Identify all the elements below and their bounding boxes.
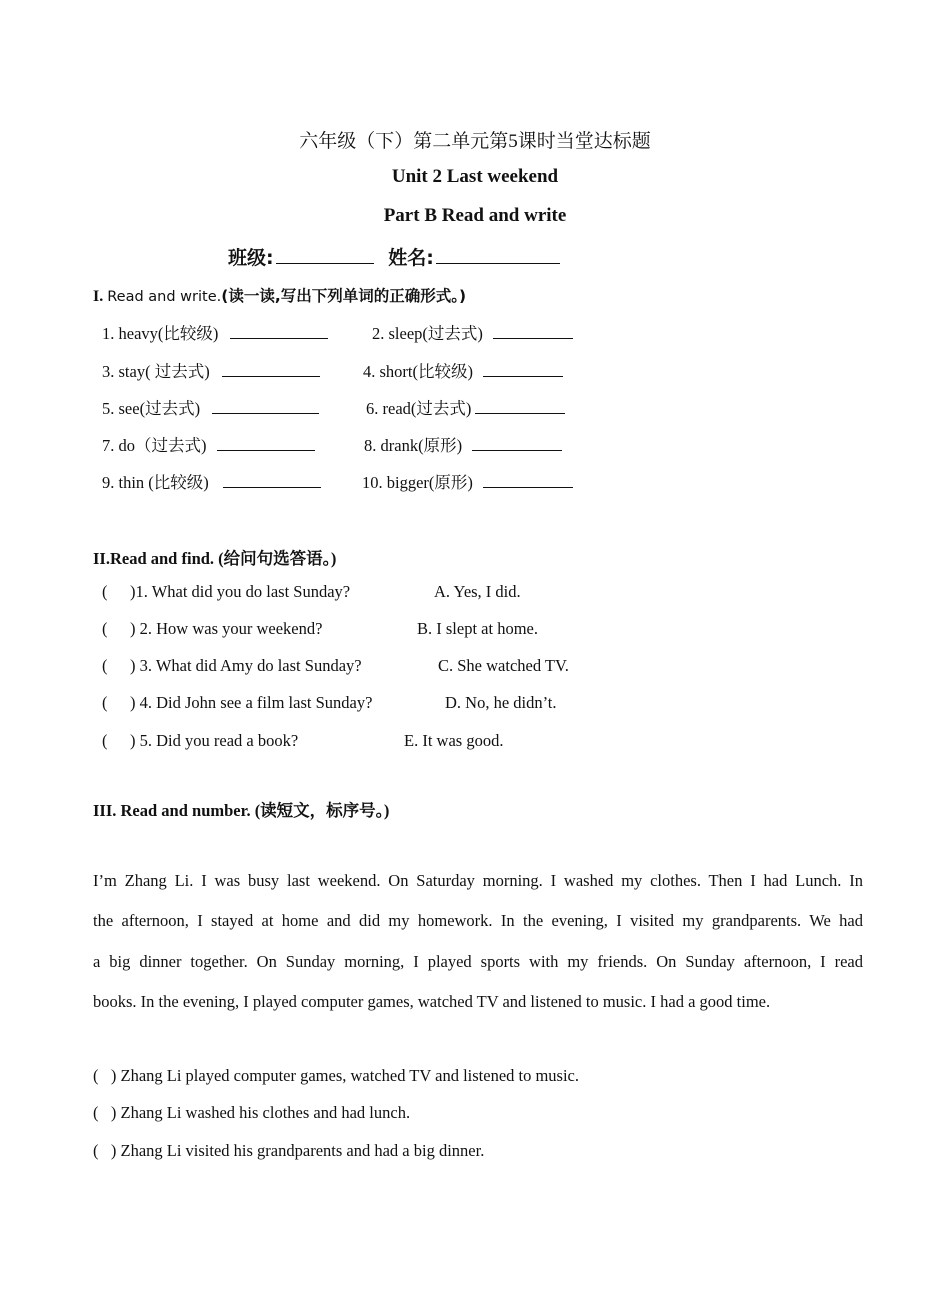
word-item: 10. bigger(原形) (362, 469, 573, 493)
section-1-heading (93, 284, 466, 306)
answer-blank[interactable] (222, 362, 320, 377)
statement-item[interactable]: ( ) Zhang Li played computer games, watched TV and listened to music. (93, 1066, 580, 1085)
question-text: )1. What did you do last Sunday? (130, 582, 351, 601)
statement-item[interactable]: ( ) Zhang Li washed his clothes and had lunch. (93, 1103, 411, 1122)
answer-option: A. Yes, I did. (434, 582, 521, 601)
answer-option: E. It was good. (404, 731, 504, 750)
unit-title: Unit 2 Last weekend (391, 166, 559, 187)
question-text: ) 3. What did Amy do last Sunday? (130, 656, 362, 675)
answer-blank[interactable] (483, 473, 573, 488)
section-2-heading: II.Read and find. (给问句选答语。) (93, 549, 337, 568)
passage-line: a big dinner together. On Sunday morning, I played sports with my friends. On Sunday afternoon, I read (93, 951, 863, 971)
class-label: 班级: (228, 247, 274, 269)
answer-blank[interactable] (230, 324, 328, 339)
word-item: 1. heavy(比较级) (102, 320, 328, 344)
class-name-line (228, 243, 560, 270)
name-blank[interactable] (436, 249, 560, 264)
question-text: ) 4. Did John see a film last Sunday? (130, 693, 373, 712)
answer-option: C. She watched TV. (438, 656, 569, 675)
passage-line: the afternoon, I stayed at home and did my homework. In the evening, I visited my grandparents. We had (93, 911, 863, 931)
question-bracket[interactable]: ( (102, 731, 108, 750)
passage-line: I’m Zhang Li. I was busy last weekend. On Saturday morning. I washed my clothes. Then I had Lunch. In (93, 871, 863, 890)
question-text: ) 5. Did you read a book? (130, 731, 299, 750)
section-1-heading-en: Read and write. (107, 289, 222, 305)
answer-blank[interactable] (472, 436, 562, 451)
section-1-roman: I. (93, 288, 104, 305)
class-blank[interactable] (276, 249, 374, 264)
answer-blank[interactable] (493, 324, 573, 339)
name-label: 姓名: (388, 247, 434, 269)
question-bracket[interactable]: ( (102, 619, 108, 638)
word-item: 8. drank(原形) (364, 432, 562, 456)
word-item: 3. stay( 过去式) (102, 358, 320, 382)
statement-item[interactable]: ( ) Zhang Li visited his grandparents and had a big dinner. (93, 1141, 485, 1160)
word-item: 9. thin (比较级) (102, 469, 321, 493)
worksheet-title-chinese: 六年级（下）第二单元第5课时当堂达标题 (299, 131, 651, 152)
answer-blank[interactable] (483, 362, 563, 377)
question-bracket[interactable]: ( (102, 656, 108, 675)
question-bracket[interactable]: ( (102, 582, 108, 601)
answer-blank[interactable] (212, 399, 319, 414)
section-1-heading-cn: (读一读,写出下列单词的正确形式。) (221, 287, 467, 305)
word-item: 4. short(比较级) (363, 358, 563, 382)
word-item: 2. sleep(过去式) (372, 320, 573, 344)
answer-option: D. No, he didn’t. (445, 693, 557, 712)
passage-line: books. In the evening, I played computer games, watched TV and listened to music. I had a good time. (93, 991, 771, 1011)
section-3-heading: III. Read and number. (读短文，标序号。) (93, 801, 390, 820)
answer-blank[interactable] (217, 436, 315, 451)
answer-option: B. I slept at home. (417, 619, 538, 638)
part-title: Part B Read and write (383, 205, 567, 226)
word-item: 7. do（过去式) (102, 432, 315, 456)
question-text: ) 2. How was your weekend? (130, 619, 323, 638)
question-bracket[interactable]: ( (102, 693, 108, 712)
answer-blank[interactable] (223, 473, 321, 488)
reading-passage (93, 861, 863, 1022)
word-item: 5. see(过去式) (102, 395, 319, 419)
word-item: 6. read(过去式) (366, 395, 565, 419)
answer-blank[interactable] (475, 399, 565, 414)
